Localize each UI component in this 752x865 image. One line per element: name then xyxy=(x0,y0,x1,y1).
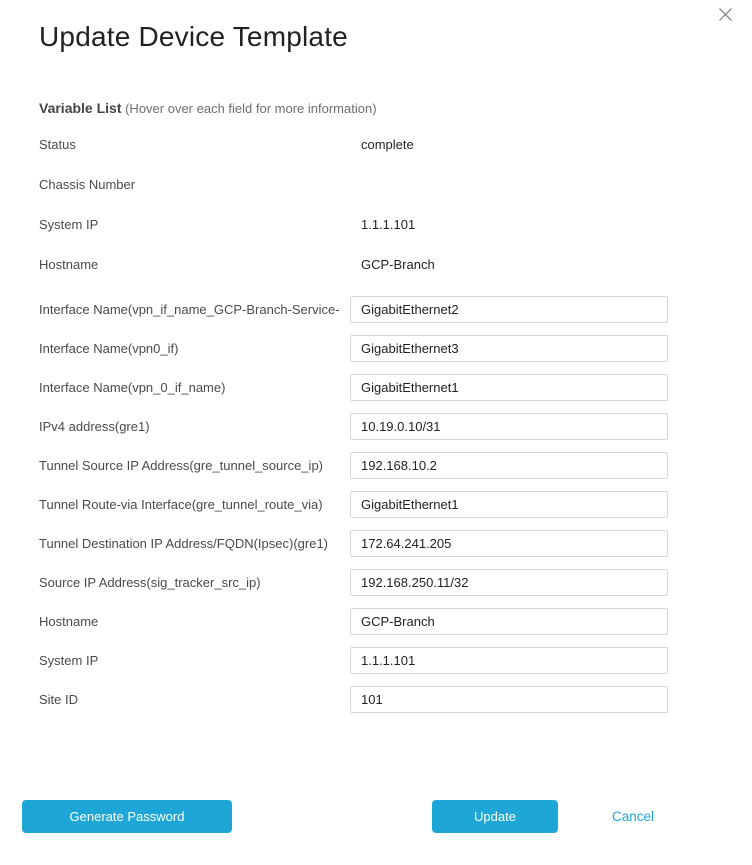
variable-row-hostname_display xyxy=(39,256,668,273)
field-input-vpn0_if[interactable] xyxy=(350,335,668,362)
variable-row-hostname xyxy=(39,608,668,635)
variable-row-gre_tunnel_source_ip xyxy=(39,452,668,479)
field-label-gre_tunnel_route_via: Tunnel Route-via Interface(gre_tunnel_route_via) xyxy=(39,497,323,513)
field-label-system_ip_display: System IP xyxy=(39,217,99,233)
close-icon[interactable] xyxy=(717,6,733,22)
page-title: Update Device Template xyxy=(39,21,348,52)
field-label-hostname_display: Hostname xyxy=(39,257,99,273)
variable-row-site_id xyxy=(39,686,668,713)
variable-row-gre1_ipv4 xyxy=(39,413,668,440)
field-input-gre1_ipv4[interactable] xyxy=(350,413,668,440)
variable-row-chassis_number xyxy=(39,176,668,193)
update-button[interactable]: Update xyxy=(432,800,558,833)
variable-list-heading: Variable List xyxy=(39,100,122,117)
variable-row-vpn0_if xyxy=(39,335,668,362)
field-label-site_id: Site ID xyxy=(39,692,79,708)
field-input-vpn_if_name[interactable] xyxy=(350,296,668,323)
field-input-gre_tunnel_source_ip[interactable] xyxy=(350,452,668,479)
variable-row-gre1_tunnel_destination xyxy=(39,530,668,557)
variable-row-status xyxy=(39,136,668,153)
field-label-gre_tunnel_source_ip: Tunnel Source IP Address(gre_tunnel_source_ip) xyxy=(39,458,324,474)
field-label-sig_tracker_src_ip: Source IP Address(sig_tracker_src_ip) xyxy=(39,575,261,591)
field-label-chassis_number: Chassis Number xyxy=(39,177,136,193)
field-label-status: Status xyxy=(39,137,76,153)
field-input-gre_tunnel_route_via[interactable] xyxy=(350,491,668,518)
variable-list-hint: (Hover over each field for more information) xyxy=(121,101,377,117)
field-label-gre1_tunnel_destination: Tunnel Destination IP Address/FQDN(Ipsec)(gre1) xyxy=(39,536,329,552)
field-label-system_ip: System IP xyxy=(39,653,99,669)
field-label-vpn_0_if_name: Interface Name(vpn_0_if_name) xyxy=(39,380,226,396)
field-value-system_ip_display: 1.1.1.101 xyxy=(361,217,416,233)
field-input-system_ip[interactable] xyxy=(350,647,668,674)
field-value-hostname_display: GCP-Branch xyxy=(361,257,435,273)
field-input-sig_tracker_src_ip[interactable] xyxy=(350,569,668,596)
field-label-vpn_if_name: Interface Name(vpn_if_name_GCP-Branch-Service- xyxy=(39,302,340,318)
field-input-vpn_0_if_name[interactable] xyxy=(350,374,668,401)
variable-list-header xyxy=(39,100,752,116)
field-label-vpn0_if: Interface Name(vpn0_if) xyxy=(39,341,179,357)
variable-row-system_ip_display xyxy=(39,216,668,233)
generate-password-button[interactable]: Generate Password xyxy=(22,800,232,833)
field-input-gre1_tunnel_destination[interactable] xyxy=(350,530,668,557)
field-input-site_id[interactable] xyxy=(350,686,668,713)
variable-rows xyxy=(0,136,752,713)
field-label-hostname: Hostname xyxy=(39,614,99,630)
variable-row-gre_tunnel_route_via xyxy=(39,491,668,518)
field-input-hostname[interactable] xyxy=(350,608,668,635)
field-label-gre1_ipv4: IPv4 address(gre1) xyxy=(39,419,150,435)
field-value-status: complete xyxy=(361,137,414,153)
close-icon-glyph xyxy=(718,7,733,22)
variable-row-vpn_0_if_name xyxy=(39,374,668,401)
footer-actions xyxy=(0,800,752,834)
variable-row-vpn_if_name xyxy=(39,296,668,323)
variable-row-system_ip xyxy=(39,647,668,674)
cancel-button[interactable]: Cancel xyxy=(612,800,654,833)
variable-row-sig_tracker_src_ip xyxy=(39,569,668,596)
